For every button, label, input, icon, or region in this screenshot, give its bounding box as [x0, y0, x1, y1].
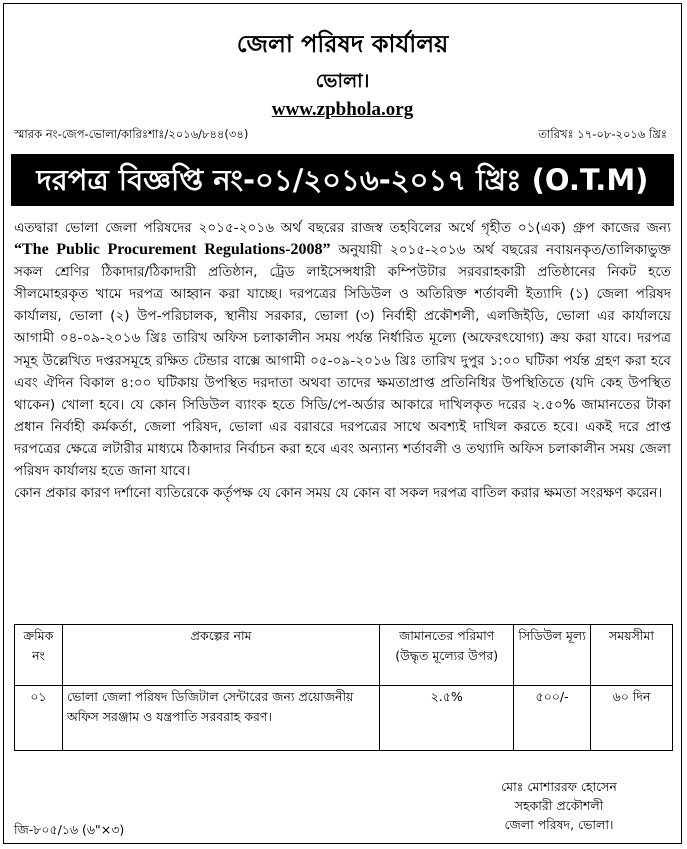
header-schedule-price: সিডিউল মূল্য — [514, 625, 591, 686]
signature-block — [454, 777, 664, 834]
cell-serial: ০১ — [15, 686, 63, 751]
header-project-name: প্রকল্পের নাম — [62, 625, 379, 686]
notice-body — [14, 217, 671, 504]
body-text-part2: অনুযায়ী ২০১৫-২০১৬ অর্থ বছরের নবায়নকৃত/তালিকাভুক্ত সকল শ্রেণির ঠিকাদার/ঠিকাদারী প্রতিষ্ঠান, ট্রেড লাইসেন্সধারী কম্পিউটার সরবরাহকারী প্রতিষ্ঠানের নিকট হতে সীলমোহরকৃত খামে দরপত্র আহ্বান করা যাচ্ছে। দরপত্রের সিডিউল ও অতিরিক্ত শর্তাবলী ইত্যাদি (১) জেলা পরিষদ কার্যালয়, ভোলা (২) উপ-পরিচালক, স্থানীয় সরকার, ভোলা (৩) নির্বাহী প্রকৌশলী, এলজিইডি, ভোলা এর কার্যালয়ে আগামী ০৪-০৯-২০১৬ খ্রিঃ তারিখ অফিস চলাকালীন সময় পর্যন্ত নির্ধারিত মূল্যে (অফেরৎযোগ্য) ক্রয় করা যাবে। দরপত্র সমূহ উল্লেখিত দপ্তরসমূহে রক্ষিত টেন্ডার বাক্সে আগামী ০৫-০৯-২০১৬ খ্রিঃ তারিখ দুপুর ১:০০ ঘটিকা পর্যন্ত গ্রহণ করা হবে এবং ঐদিন বিকাল ৪:০০ ঘটিকায় উপস্থিত দরদাতা অথবা তাদের ক্ষমতাপ্রাপ্ত প্রতিনিধির উপস্থিতিতে (যদি কেহ উপস্থিত থাকেন) খোলা হবে। যে কোন সিডিউল ব্যাংক হতে সিডি/পে-অর্ডার আকারে দাখিলকৃত দরের ২.৫০% জামানতের টাকা প্রধান নির্বাহী কর্মকর্তা, জেলা পরিষদ, ভোলা এর বরাবরে দরপত্রের সাথে অবশ্যই দাখিল করতে হবে। একই দরে প্রাপ্ত দরপত্রের ক্ষেত্রে লটারীর মাধ্যমে ঠিকাদার নির্বাচন করা হবে এবং অন্যান্য শর্তাবলী ও তথ্যাদি অফিস চলাকালীন সময় জেলা পরিষদ কার্যালয় হতে জানা যাবে। — [14, 242, 671, 480]
header-serial: ক্রমিক নং — [15, 625, 63, 686]
cell-security-amount: ২.৫% — [380, 686, 514, 751]
cell-project-name: ভোলা জেলা পরিষদ ডিজিটাল সেন্টারের জন্য প্রয়োজনীয় অফিস সরঞ্জাম ও যন্ত্রপাতি সরবরাহ করণ। — [62, 686, 379, 751]
office-location: ভোলা। — [315, 70, 370, 92]
body-text-part3: কোন প্রকার কারণ দর্শানো ব্যতিরেকে কর্তৃপক্ষ যে কোন সময় যে কোন বা সকল দরপত্র বাতিল করার ক্ষমতা সংরক্ষণ করেন। — [14, 485, 663, 502]
tender-items-table — [14, 624, 673, 751]
notice-date: তারিখঃ ১৭-০৮-২০১৬ খ্রিঃ — [538, 127, 667, 141]
header-duration: সময়সীমা — [591, 625, 673, 686]
cell-duration: ৬০ দিন — [591, 686, 673, 751]
footer-code: জি-৮০৫/১৬ (৬"×৩) — [14, 822, 125, 837]
regulation-name: “The Public Procurement Regulations-2008” — [14, 241, 331, 259]
signatory-office: জেলা পরিষদ, ভোলা। — [504, 817, 614, 832]
signatory-name: মোঃ মোশাররফ হোসেন — [501, 779, 617, 794]
memo-number: স্মারক নং-জেপ-ভোলা/কারিঃশাঃ/২০১৬/৮৪৪(৩৪) — [14, 127, 249, 141]
table-header-row — [15, 625, 673, 686]
body-text-part1: এতদ্বারা ভোলা জেলা পরিষদের ২০১৫-২০১৬ অর্থ বছরের রাজস্ব তহবিলের অর্থে গৃহীত ০১(এক) গ্রুপ কাজের জন্য — [14, 220, 671, 236]
office-website-link[interactable]: www.zpbhola.org — [271, 99, 414, 120]
tender-notice — [3, 3, 682, 844]
office-title: জেলা পরিষদ কার্যালয় — [236, 30, 449, 58]
signatory-designation: সহকারী প্রকৌশলী — [514, 798, 604, 813]
cell-schedule-price: ৫০০/- — [514, 686, 591, 751]
notice-title-banner: দরপত্র বিজ্ঞপ্তি নং-০১/২০১৬-২০১৭ খ্রিঃ (O.T.M) — [11, 154, 674, 206]
table-row — [15, 686, 673, 751]
header-security-amount: জামানতের পরিমাণ (উদ্ধৃত মূল্যের উপর) — [380, 625, 514, 686]
